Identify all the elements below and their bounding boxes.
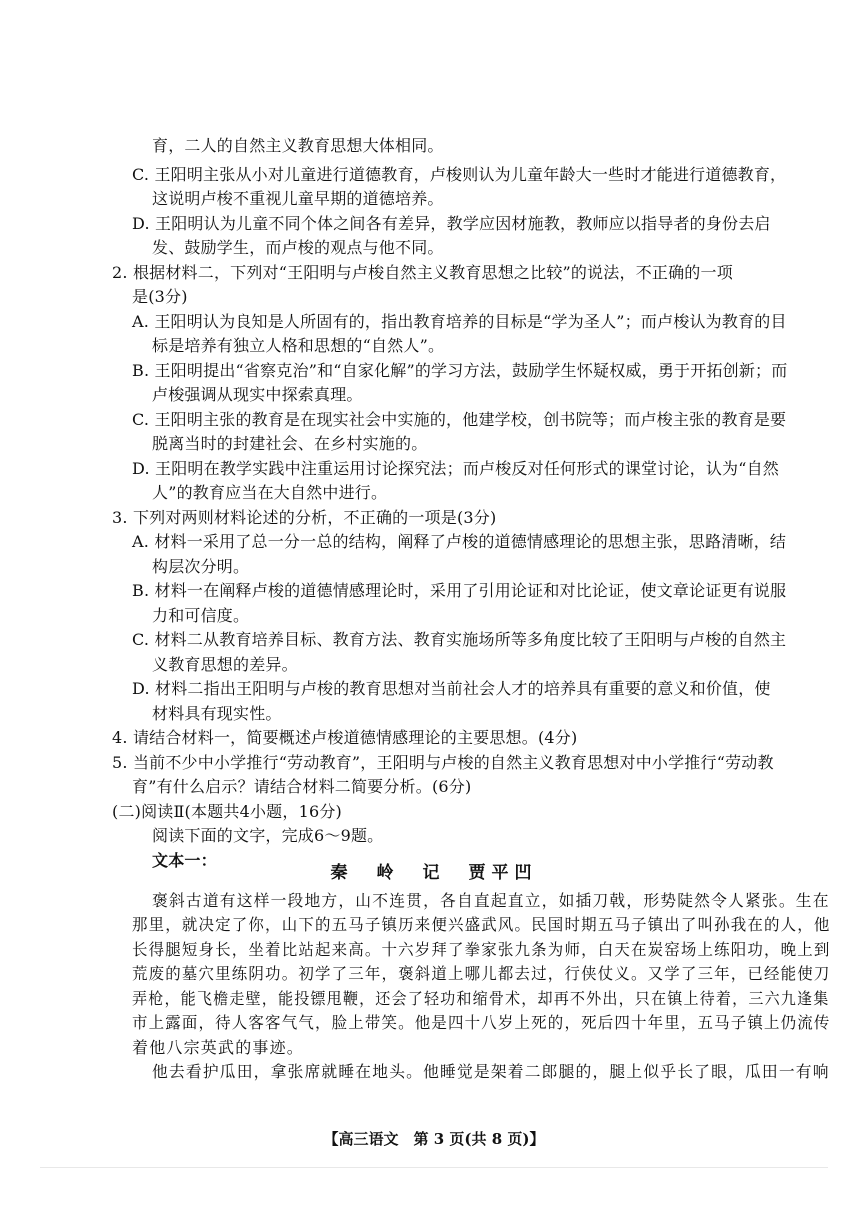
passage-line: 市上露面，待人客客气气，脸上带笑。他是四十八岁上死的，死后四十年里，五马子镇上仍流传 [132, 1013, 831, 1032]
passage-line: 弄枪，能飞檐走壁，能投镖甩鞭，还会了轻功和缩骨术，却再不外出，只在镇上待着，三六九逢集 [132, 989, 830, 1008]
option-c-2: C. 王阳明主张的教育是在现实社会中实施的，他建学校，创书院等；而卢梭主张的教育是要 [132, 410, 787, 429]
bottom-divider [40, 1167, 828, 1168]
text-line: 育”有什么启示？请结合材料二简要分析。(6分) [132, 777, 472, 796]
text-line: 脱离当时的封建社会、在乡村实施的。 [152, 434, 428, 453]
option-c-1: C. 王阳明主张从小对儿童进行道德教育，卢梭则认为儿童年龄大一些时才能进行道德教育， [132, 165, 787, 184]
option-d-3: D. 材料二指出王阳明与卢梭的教育思想对当前社会人才的培养具有重要的意义和价值，使 [132, 679, 771, 698]
text-line: 标是培养有独立人格和思想的“自然人”。 [152, 336, 445, 355]
question-5: 5. 当前不少中小学推行“劳动教育”，王阳明与卢梭的自然主义教育思想对中小学推行“劳动教 [112, 753, 774, 772]
text-line: 义教育思想的差异。 [152, 655, 298, 674]
passage-line: 他去看护瓜田，拿张席就睡在地头。他睡觉是架着二郎腿的，腿上似乎长了眼，瓜田一有响 [152, 1062, 830, 1081]
question-4: 4. 请结合材料一，简要概述卢梭道德情感理论的主要思想。(4分) [112, 728, 578, 747]
option-d-2: D. 王阳明在教学实践中注重运用讨论探究法；而卢梭反对任何形式的课堂讨论，认为“自然 [132, 459, 780, 478]
instruction: 阅读下面的文字，完成6～9题。 [152, 826, 384, 845]
text-line: 育，二人的自然主义教育思想大体相同。 [152, 136, 444, 155]
text-line: 卢梭强调从现实中探索真理。 [152, 385, 363, 404]
option-a-2: A. 王阳明认为良知是人所固有的，指出教育培养的目标是“学为圣人”；而卢梭认为教育的目 [132, 312, 787, 331]
text-line: 发、鼓励学生，而卢梭的观点与他不同。 [152, 238, 444, 257]
option-a-3: A. 材料一采用了总一分一总的结构，阐释了卢梭的道德情感理论的思想主张，思路清晰，结 [132, 532, 787, 551]
text-line: 构层次分明。 [152, 557, 250, 576]
text-line: 这说明卢梭不重视儿童早期的道德培养。 [152, 189, 444, 208]
question-2: 2. 根据材料二，下列对“王阳明与卢梭自然主义教育思想之比较”的说法，不正确的一项 [112, 263, 733, 282]
passage-line: 着他八宗英武的事迹。 [132, 1038, 305, 1057]
option-b-3: B. 材料一在阐释卢梭的道德情感理论时，采用了引用论证和对比论证，使文章论证更有说服 [132, 581, 787, 600]
question-3: 3. 下列对两则材料论述的分析，不正确的一项是(3分) [112, 508, 497, 527]
text-line: 是(3分) [132, 287, 188, 306]
passage-line: 长得腿短身长，坐着比站起来高。十六岁拜了拳家张九条为师，白天在炭窑场上练阳功，晚上到 [132, 940, 831, 959]
text-line: 人”的教育应当在大自然中进行。 [152, 483, 388, 502]
article-title: 秦 岭 记 贾平凹 [330, 863, 538, 883]
text-line: 材料具有现实性。 [152, 704, 282, 723]
section-heading: (二)阅读Ⅱ(本题共4小题，16分) [112, 802, 342, 821]
passage-line: 褒斜古道有这样一段地方，山不连贯，各自直起直立，如插刀戟，形势陡然令人紧张。生在 [152, 891, 830, 910]
text-label: 文本一： [152, 851, 217, 870]
option-c-3: C. 材料二从教育培养目标、教育方法、教育实施场所等多角度比较了王阳明与卢梭的自然主 [132, 630, 787, 649]
option-d-1: D. 王阳明认为儿童不同个体之间各有差异，教学应因材施教，教师应以指导者的身份去启 [132, 214, 771, 233]
option-b-2: B. 王阳明提出“省察克治”和“自家化解”的学习方法，鼓励学生怀疑权威，勇于开拓创新；而 [132, 361, 788, 380]
passage-line: 那里，就决定了你，山下的五马子镇历来便兴盛武风。民国时期五马子镇出了叫孙我在的人，他 [132, 915, 831, 934]
page-footer: 【高三语文 第 3 页(共 8 页)】 [323, 1130, 545, 1148]
passage-line: 荒废的墓穴里练阴功。初学了三年，褒斜道上哪儿都去过，行侠仗义。又学了三年，已经能使刀 [132, 964, 831, 983]
text-line: 力和可信度。 [152, 606, 250, 625]
